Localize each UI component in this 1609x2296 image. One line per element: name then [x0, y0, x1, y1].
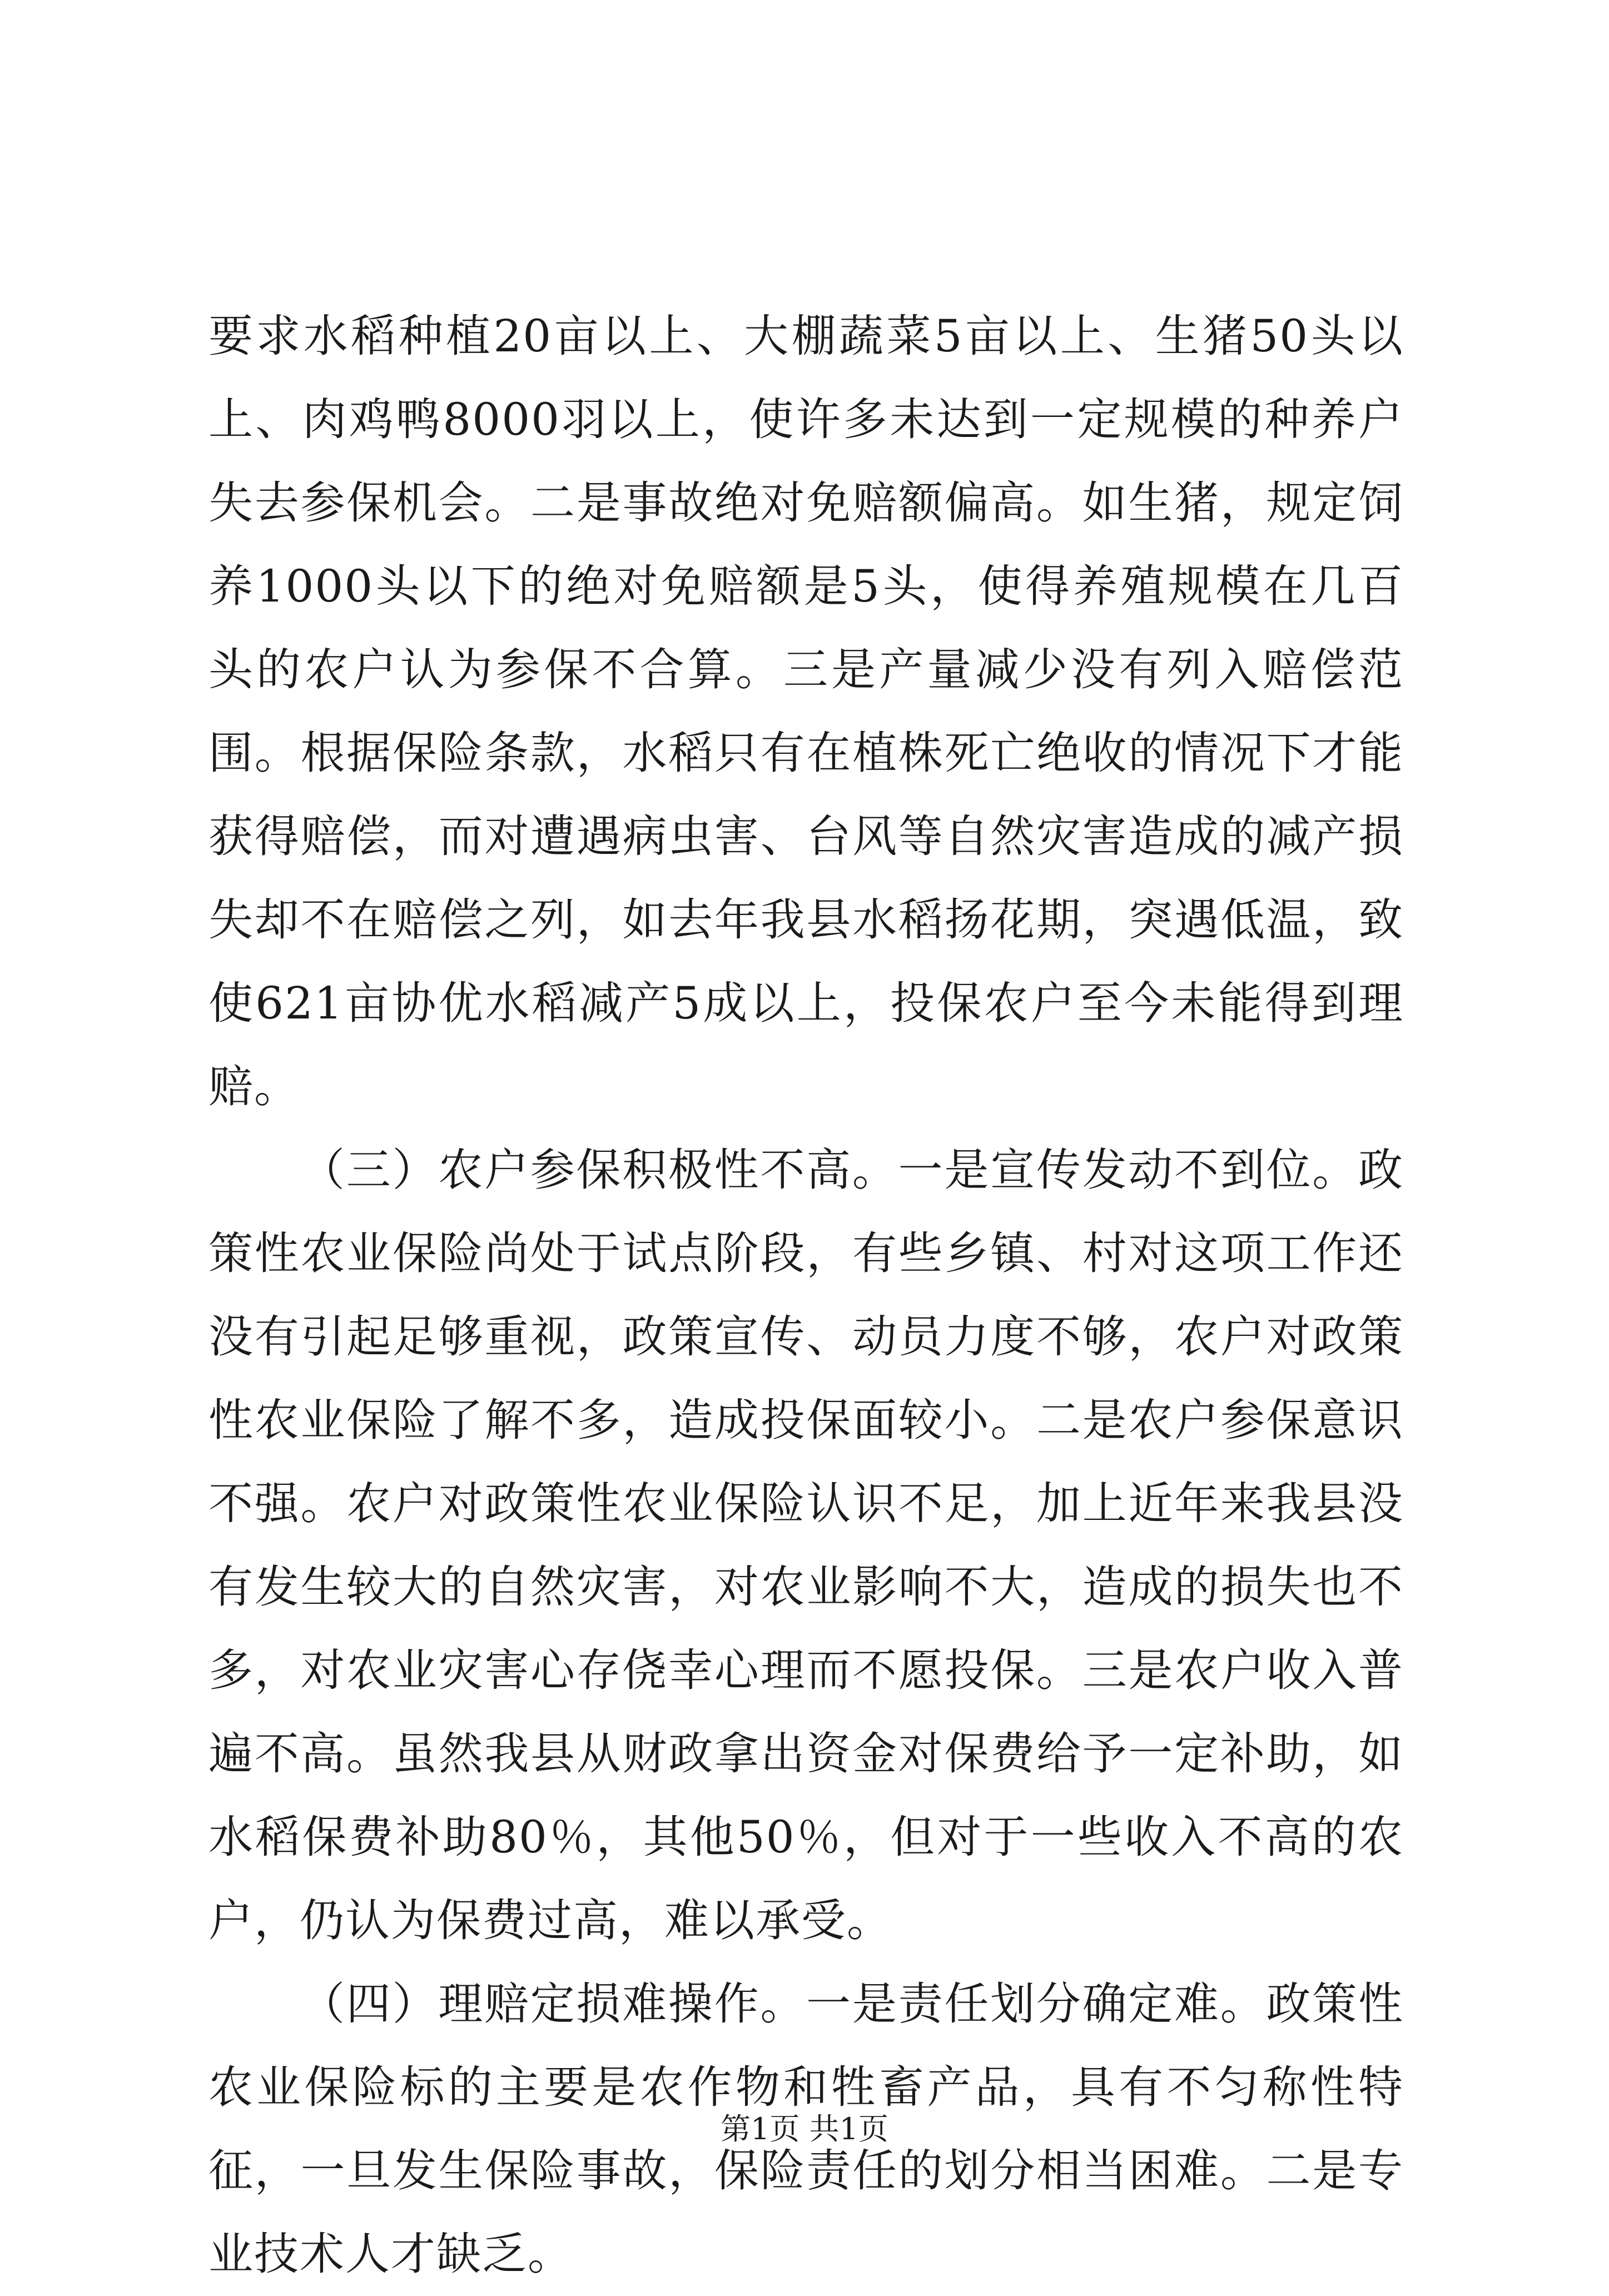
paragraph-1: 要求水稻种植20亩以上、大棚蔬菜5亩以上、生猪50头以上、肉鸡鸭8000羽以上，使许多未达到一定规模的种养户失去参保机会。二是事故绝对免赔额偏高。如生猪，规定饲养1000头以下的绝对免赔额是5头，使得养殖规模在几百头的农户认为参保不合算。三是产量减少没有列入赔偿范围。根据保险条款，水稻只有在植株死亡绝收的情况下才能获得赔偿，而对遭遇病虫害、台风等自然灾害造成的减产损失却不在赔偿之列，如去年我县水稻扬花期，突遇低温，致使621亩协优水稻减产5成以上，投保农户至今未能得到理赔。: [208, 310, 1404, 1112]
paragraph-2: （三）农户参保积极性不高。一是宣传发动不到位。政策性农业保险尚处于试点阶段，有些乡镇、村对这项工作还没有引起足够重视，政策宣传、动员力度不够，农户对政策性农业保险了解不多，造成投保面较小。二是农户参保意识不强。农户对政策性农业保险认识不足，加上近年来我县没有发生较大的自然灾害，对农业影响不大，造成的损失也不多，对农业灾害心存侥幸心理而不愿投保。三是农户收入普遍不高。虽然我县从财政拿出资金对保费给予一定补助，如水稻保费补助80％，其他50％，但对于一些收入不高的农户，仍认为保费过高，难以承受。: [208, 1144, 1404, 1946]
page-footer: 第1页 共1页: [721, 2111, 888, 2146]
paragraph-3: （四）理赔定损难操作。一是责任划分确定难。政策性农业保险标的主要是农作物和牲畜产品，具有不匀称性特征，一旦发生保险事故，保险责任的划分相当困难。二是专业技术人才缺乏。: [208, 1978, 1404, 2280]
document-body: [208, 295, 1404, 2296]
